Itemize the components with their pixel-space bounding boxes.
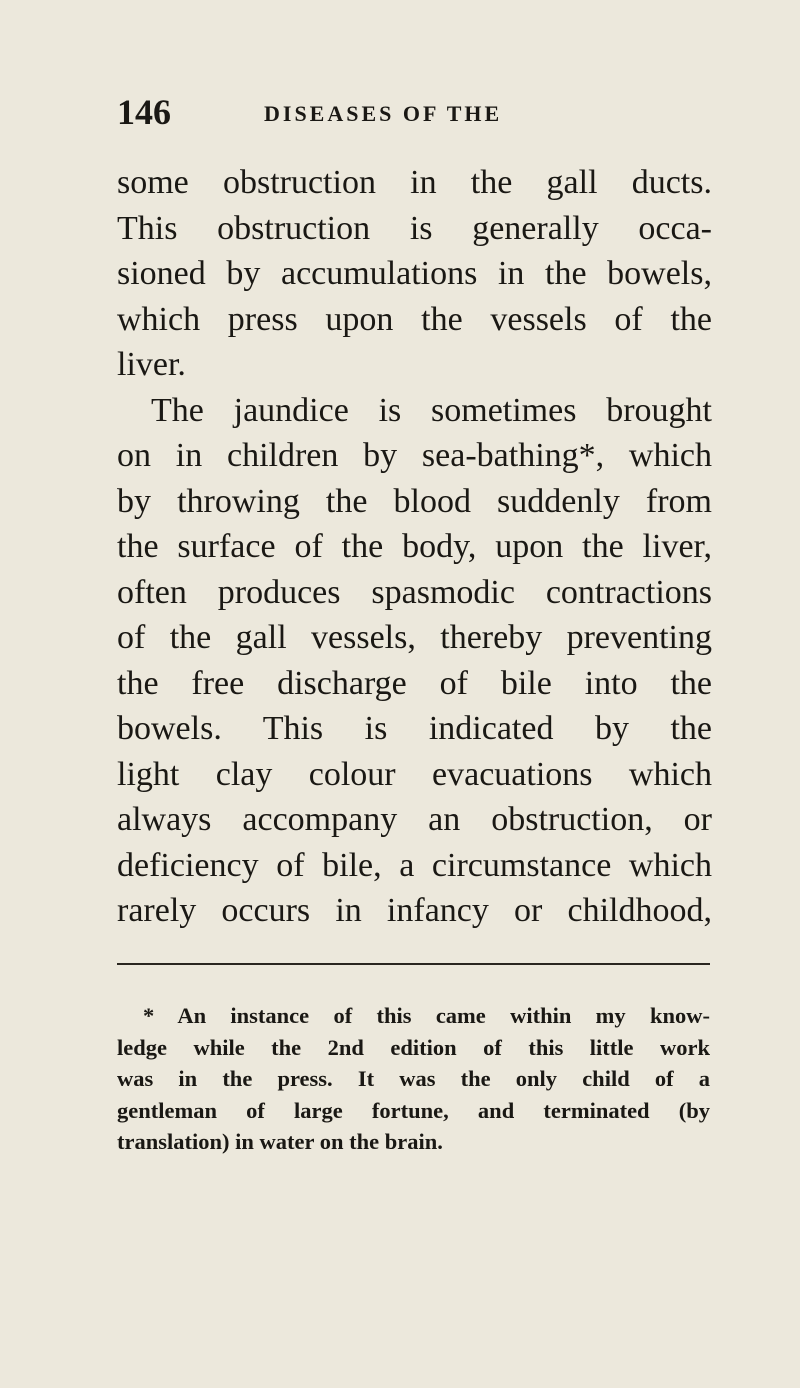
- footnote-line: translation) in water on the brain.: [117, 1129, 443, 1154]
- body-line: rarely occurs in infancy or childhood,: [117, 892, 712, 929]
- body-line: light clay colour evacuations which: [117, 755, 712, 793]
- running-head: [117, 90, 687, 134]
- footnote-divider: [117, 963, 710, 965]
- body-line: deficiency of bile, a circumstance which: [117, 846, 712, 884]
- body-line: always accompany an obstruction, or: [117, 801, 712, 838]
- body-line: The jaundice is sometimes brought: [151, 391, 712, 429]
- body-line: bowels. This is indicated by the: [117, 710, 712, 747]
- body-line: by throwing the blood suddenly from: [117, 482, 712, 520]
- footnote-line: ledge while the 2nd edition of this little work: [117, 1034, 710, 1060]
- body-line: the surface of the body, upon the liver,: [117, 528, 712, 565]
- footnote: [117, 1000, 710, 1158]
- body-line: some obstruction in the gall ducts.: [117, 164, 712, 201]
- running-title: DISEASES OF THE: [264, 101, 503, 126]
- body-line: often produces spasmodic contractions: [117, 573, 712, 611]
- footnote-line: * An instance of this came within my know-: [143, 1003, 710, 1028]
- body-line: liver.: [117, 346, 186, 383]
- body-line: This obstruction is generally occa-: [117, 209, 712, 247]
- body-line: which press upon the vessels of the: [117, 300, 712, 338]
- body-line: of the gall vessels, thereby preventing: [117, 619, 712, 656]
- page-number: 146: [117, 92, 171, 132]
- footnote-line: was in the press. It was the only child of a: [117, 1066, 710, 1091]
- body-line: on in children by sea-bathing*, which: [117, 437, 712, 474]
- body-text: [117, 160, 712, 934]
- body-line: sioned by accumulations in the bowels,: [117, 255, 712, 292]
- footnote-line: gentleman of large fortune, and terminated (by: [117, 1097, 710, 1123]
- body-line: the free discharge of bile into the: [117, 664, 712, 702]
